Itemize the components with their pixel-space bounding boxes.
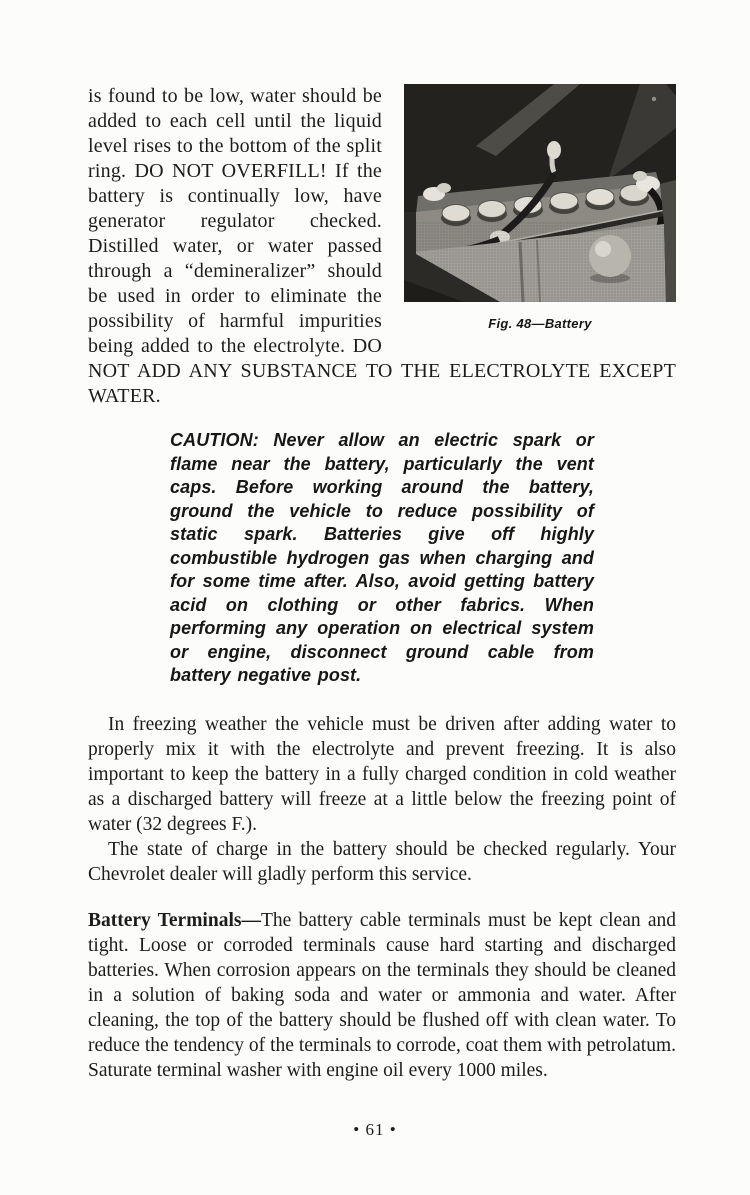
caution-paragraph: CAUTION: Never allow an electric spark or flame near the battery, particularly the vent caps. Before working around the battery, ground the vehicle to reduce possibility of static spark. Batteries give off highly combustible hydrogen gas when charging and for some time after. Also, avoid getting battery acid on clothing or other fabrics. When performing any operation on electrical system or engine, disconnect ground cable from battery negative post. [170,430,594,685]
intro-paragraph-wrap [88,84,676,409]
paragraph-battery-terminals [88,908,676,1083]
battery-photo [404,84,676,302]
page-content [88,84,676,1083]
paragraph-charge: The state of charge in the battery should be checked regularly. Your Chevrolet dealer will gladly perform this service. [88,838,676,885]
battery-terminals-dash: — [241,909,261,931]
figure-caption: Fig. 48—Battery [488,316,592,331]
paragraph-freezing: In freezing weather the vehicle must be driven after adding water to properly mix it with the electrolyte and prevent freezing. It is also important to keep the battery in a fully charged condition in cold weather as a discharged battery will freeze at a little below the freezing point of water (32 degrees F.). [88,713,676,835]
intro-text: is found to be low, water should be added to each cell until the liquid level rises to the bottom of the split ring. DO NOT OVERFILL! If the battery is continually low, have generator regulator checked. Distilled water, or water passed through a “demineralizer” should be used in order to eliminate the possibility of harmful impurities being added to the electrolyte. DO NOT ADD ANY SUBSTANCE TO THE ELECTROLYTE EXCEPT WATER. [88,85,676,407]
battery-terminals-heading: Battery Terminals [88,909,242,931]
battery-terminals-text: The battery cable terminals must be kept clean and tight. Loose or corroded terminals cause hard starting and discharged batteries. When corrosion appears on the terminals they should be cleaned in a solution of baking soda and water or ammonia and water. After cleaning, the top of the battery should be flushed off with clean water. To reduce the tendency of the terminals to corrode, coat them with petrolatum. Saturate terminal washer with engine oil every 1000 miles. [88,909,676,1081]
figure-battery [404,84,676,336]
page-number: • 61 • [353,1120,397,1139]
